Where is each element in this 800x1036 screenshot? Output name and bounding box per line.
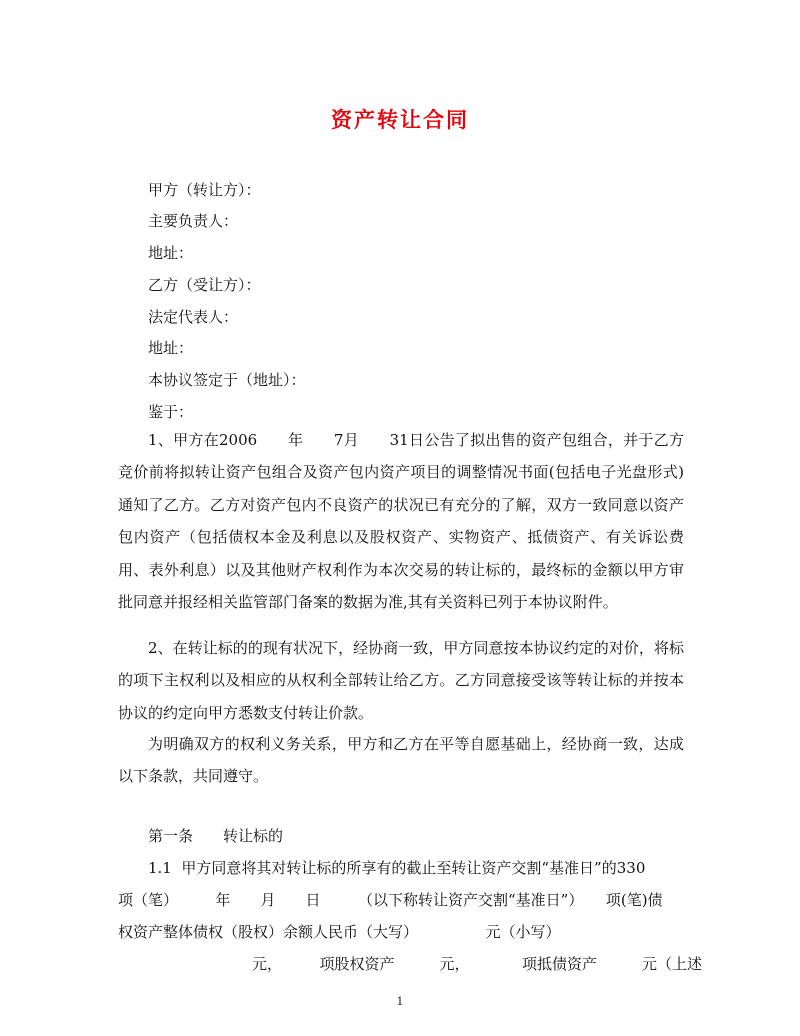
page-number: 1 — [396, 995, 404, 1008]
agreement-paragraph: 为明确双方的权利义务关系，甲方和乙方在平等自愿基础上，经协商一致，达成以下条款，共同遵守。 — [118, 735, 684, 786]
party-b-field: 乙方（受让方）： — [148, 276, 261, 294]
whereas-heading: 鉴于： — [148, 403, 194, 421]
recital-paragraph-2: 2、在转让标的的现有状况下，经协商一致，甲方同意按本协议约定的对价，将标的项下主权利以及相应的从权利全部转让给乙方。乙方同意接受该等转让标的并按本协议的约定向甲方悉数支付转让价款。 — [118, 639, 684, 722]
article-heading: 第一条 转让标的 — [148, 827, 284, 845]
party-a-field: 甲方（转让方）： — [148, 181, 261, 199]
clause-line-2: 项（笔） 年 月 日 （以下称转让资产交割“基准日”） 项(笔)债 — [118, 891, 663, 909]
clause-line-3: 权资产整体债权（股权）余额人民币（大写） 元（小写） — [118, 923, 561, 941]
party-a-head-field: 主要负责人： — [148, 212, 239, 230]
clause-line-4: 元， 项股权资产 元， 项抵债资产 元（上述 — [252, 955, 703, 973]
signing-location-field: 本协议签定于（地址）： — [148, 371, 306, 389]
clause-line-1: 1.1 甲方同意将其对转让标的所享有的截止至转让资产交割“基准日”的330 — [148, 859, 646, 877]
document-title: 资产转让合同 — [331, 107, 469, 132]
party-b-rep-field: 法定代表人： — [148, 308, 239, 326]
party-a-address-field: 地址： — [148, 244, 194, 262]
recital-paragraph-1: 1、甲方在2006 年 7月 31日公告了拟出售的资产包组合，并于乙方竞价前将拟转让资产包组合及资产包内资产项目的调整情况书面(包括电子光盘形式)通知了乙方。乙方对资产包内不良资产的状况已有充分的了解，双方一致同意以资产包内资产（包括债权本金及利息以及股权资产、实物资产、抵债资产、有关诉讼费用、表外利息）以及其他财产权利作为本次交易的转让标的，最终标的金额以甲方审批同意并报经相关监管部门备案的数据为准,其有关资料已列于本协议附件。 — [118, 431, 684, 612]
party-b-address-field: 地址： — [148, 339, 194, 357]
